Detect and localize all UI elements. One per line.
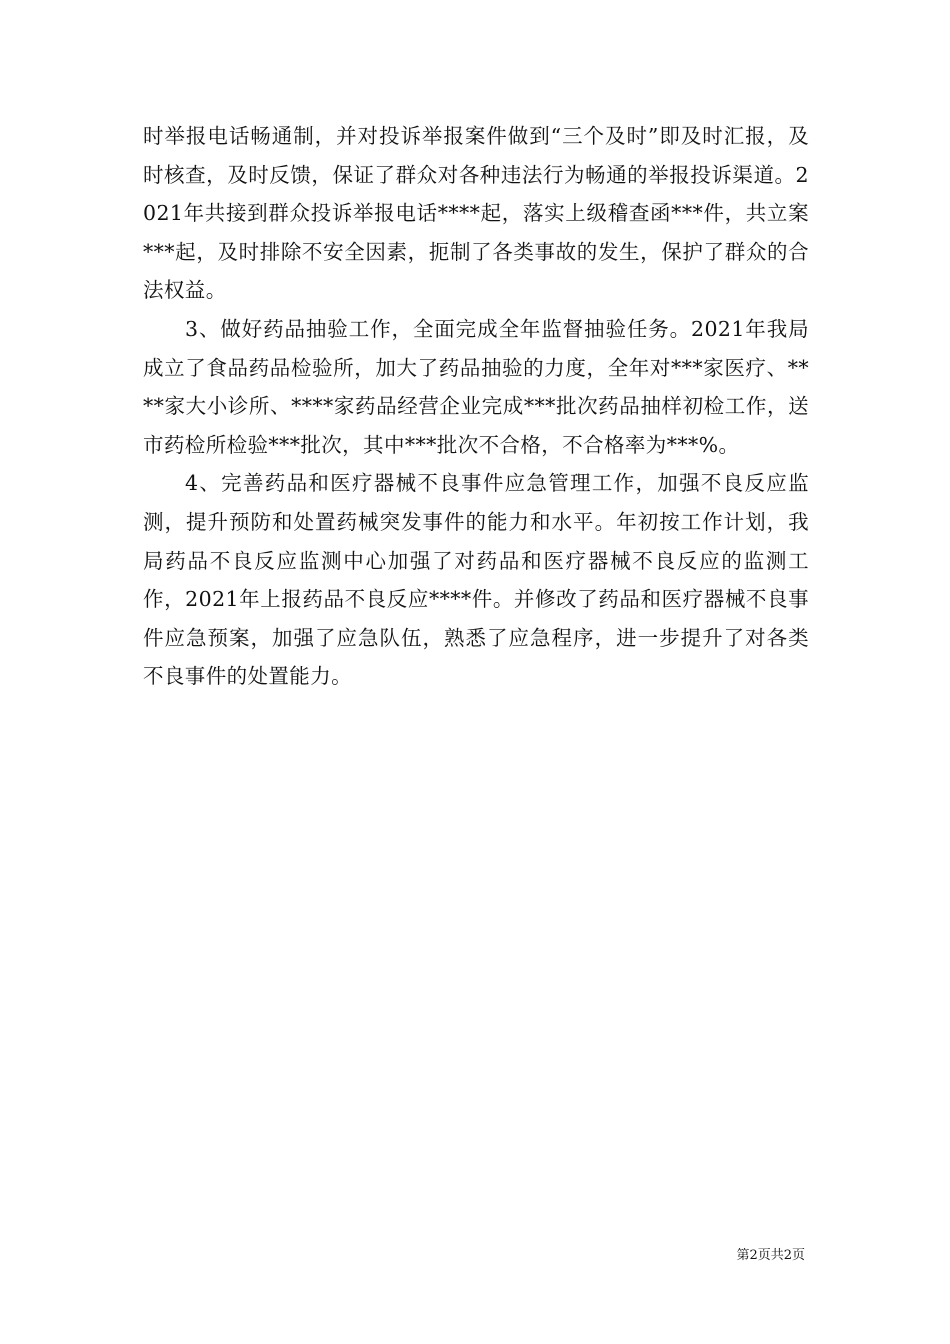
page-number-footer: 第2页共2页 (736, 1248, 805, 1263)
paragraph-continuation: 时举报电话畅通制，并对投诉举报案件做到“三个及时”即及时汇报，及时核查，及时反馈，保证了群众对各种违法行为畅通的举报投诉渠道。2021年共接到群众投诉举报电话****起，落实上级稽查函***件，共立案***起，及时排除不安全因素，扼制了各类事故的发生，保护了群众的合法权益。 (143, 124, 809, 303)
document-body (143, 117, 809, 696)
paragraph-item-3: 3、做好药品抽验工作，全面完成全年监督抽验任务。2021年我局成立了食品药品检验所，加大了药品抽验的力度，全年对***家医疗、****家大小诊所、****家药品经营企业完成***批次药品抽样初检工作，送市药检所检验***批次，其中***批次不合格，不合格率为***%。 (143, 316, 809, 457)
paragraph-item-4: 4、完善药品和医疗器械不良事件应急管理工作，加强不良反应监测，提升预防和处置药械突发事件的能力和水平。年初按工作计划，我局药品不良反应监测中心加强了对药品和医疗器械不良反应的监测工作，2021年上报药品不良反应****件。并修改了药品和医疗器械不良事件应急预案，加强了应急队伍，熟悉了应急程序，进一步提升了对各类不良事件的处置能力。 (143, 471, 809, 689)
